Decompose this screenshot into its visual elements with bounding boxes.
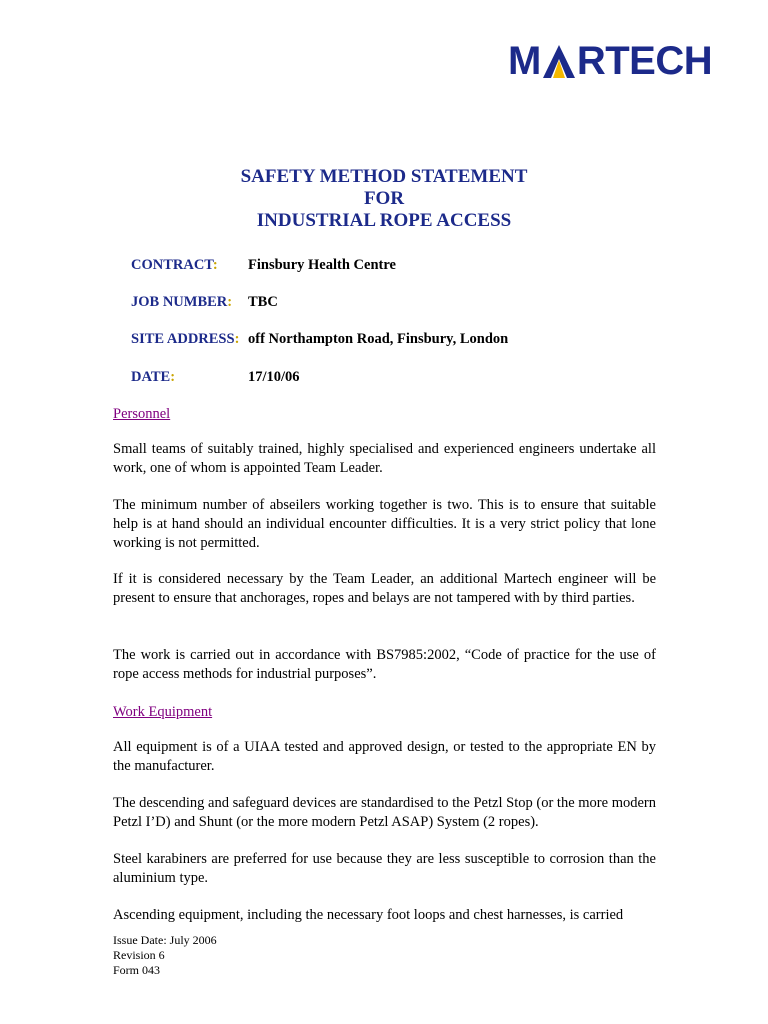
equipment-paragraph-4: Ascending equipment, including the necessary foot loops and chest harnesses, is carried bbox=[113, 907, 624, 923]
logo-text-end: RTECH bbox=[576, 39, 713, 83]
footer-revision: Revision 6 bbox=[113, 948, 165, 962]
site-address-label: SITE ADDRESS bbox=[131, 331, 235, 347]
title-line-2: FOR bbox=[363, 188, 405, 209]
document-footer bbox=[113, 933, 217, 978]
date-colon: : bbox=[170, 369, 176, 385]
job-number-value: TBC bbox=[248, 294, 278, 310]
contract-value: Finsbury Health Centre bbox=[248, 257, 396, 273]
personnel-paragraph-1: Small teams of suitably trained, highly specialised and experienced engineers undertake all work, one of whom is appointed Team Leader. bbox=[113, 441, 656, 476]
logo-text-start: M bbox=[508, 39, 541, 83]
personnel-paragraph-2: The minimum number of abseilers working together is two. This is to ensure that suitable help is at hand should an individual encounter difficulties. It is a very strict policy that lone working is not permitted. bbox=[113, 497, 656, 551]
date-label: DATE bbox=[131, 369, 171, 385]
footer-issue-date: Issue Date: July 2006 bbox=[113, 933, 217, 947]
job-number-colon: : bbox=[227, 294, 233, 310]
job-number-label: JOB NUMBER bbox=[131, 294, 228, 310]
personnel-heading: Personnel bbox=[113, 406, 171, 422]
equipment-paragraph-1: All equipment is of a UIAA tested and approved design, or tested to the appropriate EN by the manufacturer. bbox=[113, 739, 656, 774]
logo-a-mark-icon bbox=[542, 43, 576, 79]
logo-wordmark bbox=[508, 41, 712, 81]
job-number-row bbox=[131, 293, 278, 311]
contract-row bbox=[131, 256, 396, 274]
document-title bbox=[0, 166, 768, 232]
contract-label: CONTRACT bbox=[131, 257, 213, 273]
personnel-paragraph-4: The work is carried out in accordance with BS7985:2002, “Code of practice for the use of rope access methods for industrial purposes”. bbox=[113, 647, 656, 682]
equipment-paragraph-2: The descending and safeguard devices are standardised to the Petzl Stop (or the more modern Petzl I’D) and Shunt (or the more modern Petzl ASAP) System (2 ropes). bbox=[113, 795, 656, 830]
site-address-row bbox=[131, 330, 509, 348]
title-line-3: INDUSTRIAL ROPE ACCESS bbox=[256, 210, 512, 231]
contract-colon: : bbox=[212, 257, 218, 273]
site-address-colon: : bbox=[234, 331, 240, 347]
equipment-paragraph-3: Steel karabiners are preferred for use because they are less susceptible to corrosion than the aluminium type. bbox=[113, 851, 656, 886]
date-value: 17/10/06 bbox=[248, 369, 300, 385]
date-row bbox=[131, 368, 300, 386]
personnel-paragraph-3: If it is considered necessary by the Team Leader, an additional Martech engineer will be present to ensure that anchorages, ropes and belays are not tampered with by third parties. bbox=[113, 571, 656, 606]
work-equipment-heading: Work Equipment bbox=[113, 704, 213, 720]
company-logo bbox=[508, 40, 720, 82]
footer-form-number: Form 043 bbox=[113, 963, 161, 977]
title-line-1: SAFETY METHOD STATEMENT bbox=[240, 166, 528, 187]
site-address-value: off Northampton Road, Finsbury, London bbox=[248, 331, 509, 347]
